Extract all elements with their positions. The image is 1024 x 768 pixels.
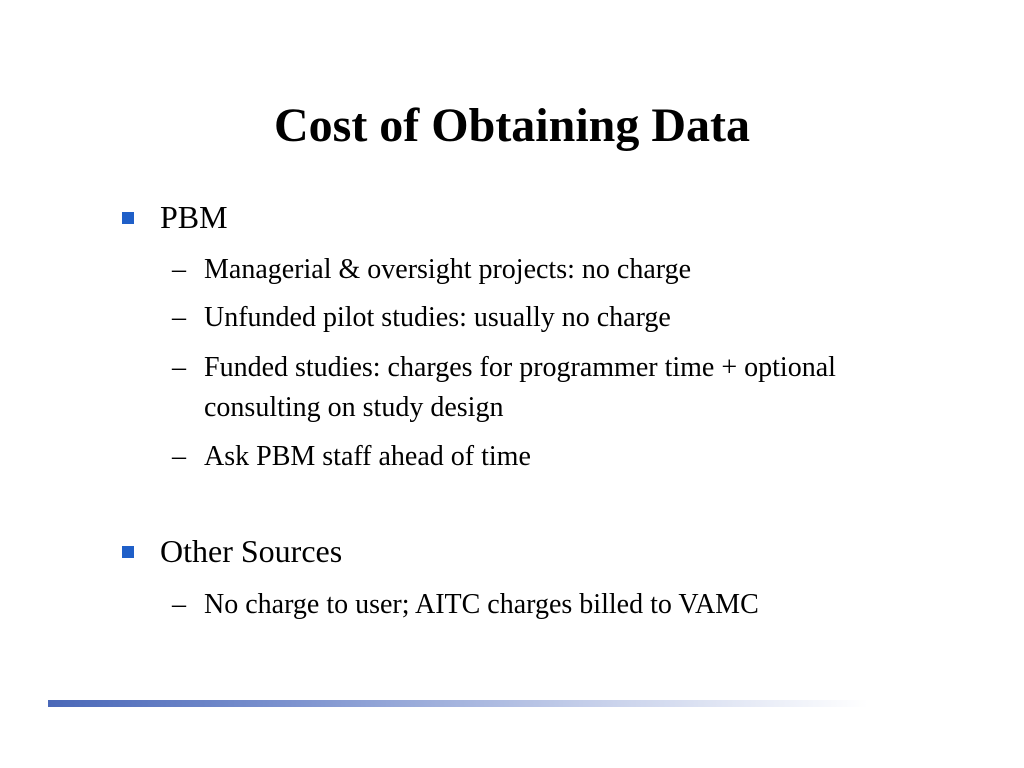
dash-icon: – <box>172 302 186 333</box>
slide-title: Cost of Obtaining Data <box>273 99 751 152</box>
footer-gradient-bar <box>48 700 868 707</box>
bullet-heading: PBM <box>160 199 228 235</box>
sub-bullet-text: Unfunded pilot studies: usually no charge <box>204 302 671 333</box>
square-bullet-icon <box>122 212 134 224</box>
bullet-heading: Other Sources <box>160 533 343 569</box>
dash-icon: – <box>172 254 186 285</box>
dash-icon: – <box>172 441 186 472</box>
square-bullet-icon <box>122 546 134 558</box>
dash-icon: – <box>172 352 186 383</box>
sub-bullet-text: Managerial & oversight projects: no charge <box>204 254 691 285</box>
dash-icon: – <box>172 589 186 620</box>
sub-bullet-text: Funded studies: charges for programmer time + optional consulting on study design <box>204 352 836 423</box>
sub-bullet-text: No charge to user; AITC charges billed to VAMC <box>204 589 759 620</box>
sub-bullet-text: Ask PBM staff ahead of time <box>204 441 531 472</box>
